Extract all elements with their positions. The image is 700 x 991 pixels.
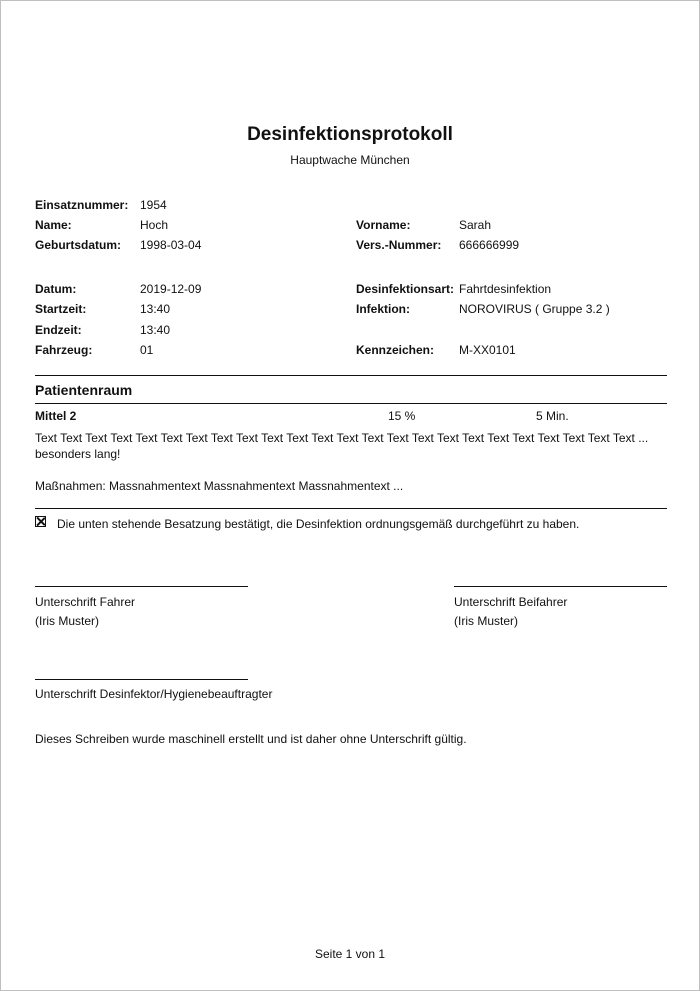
signature-line-fahrer <box>35 586 248 587</box>
desinfektionsart-label: Desinfektionsart: <box>356 282 455 296</box>
signature-line-desinfektor <box>35 679 248 680</box>
infektion-label: Infektion: <box>356 302 410 316</box>
section-divider-bottom <box>35 403 667 404</box>
kennzeichen-label: Kennzeichen: <box>356 343 435 357</box>
datum-label: Datum: <box>35 282 77 296</box>
einsatznummer-value: 1954 <box>140 198 167 212</box>
section-divider-confirmation <box>35 508 667 509</box>
endzeit-value: 13:40 <box>140 323 171 337</box>
endzeit-label: Endzeit: <box>35 323 82 337</box>
datum-value: 2019-12-09 <box>140 282 202 296</box>
document-title: Desinfektionsprotokoll <box>247 124 453 145</box>
section-heading-patientenraum: Patientenraum <box>35 382 133 398</box>
versnummer-label: Vers.-Nummer: <box>356 238 442 252</box>
desinfektionsart-value: Fahrtdesinfektion <box>459 282 552 296</box>
vorname-label: Vorname: <box>356 218 411 232</box>
signature-name-fahrer: (Iris Muster) <box>35 614 99 628</box>
geburtsdatum-label: Geburtsdatum: <box>35 238 122 252</box>
fahrzeug-label: Fahrzeug: <box>35 343 93 357</box>
startzeit-value: 13:40 <box>140 302 171 316</box>
document-subtitle: Hauptwache München <box>290 153 410 167</box>
description-line-1: Text Text Text Text Text Text Text Text Text Text Text Text Text Text Text Text Text Text Text Text Text Text Text Text ... <box>35 431 649 445</box>
section-divider-top <box>35 375 667 376</box>
mittel-name: Mittel 2 <box>35 409 77 423</box>
mittel-konzentration: 15 % <box>388 409 416 423</box>
signature-label-fahrer: Unterschrift Fahrer <box>35 595 136 609</box>
massnahmen-text: Maßnahmen: Massnahmentext Massnahmentext Massnahmentext ... <box>35 479 404 493</box>
einsatznummer-label: Einsatznummer: <box>35 198 129 212</box>
geburtsdatum-value: 1998-03-04 <box>140 238 202 252</box>
infektion-value: NOROVIRUS ( Gruppe 3.2 ) <box>459 302 610 316</box>
confirmation-text: Die unten stehende Besatzung bestätigt, die Desinfektion ordnungsgemäß durchgeführt zu haben. <box>57 517 580 531</box>
mittel-einwirkzeit: 5 Min. <box>536 409 569 423</box>
name-value: Hoch <box>140 218 169 232</box>
machine-generated-note: Dieses Schreiben wurde maschinell erstellt und ist daher ohne Unterschrift gültig. <box>35 732 467 746</box>
fahrzeug-value: 01 <box>140 343 154 357</box>
confirmation-checkbox <box>35 516 46 527</box>
signature-label-desinfektor: Unterschrift Desinfektor/Hygienebeauftragter <box>35 687 273 701</box>
page-number: Seite 1 von 1 <box>314 947 386 961</box>
vorname-value: Sarah <box>459 218 492 232</box>
signature-label-beifahrer: Unterschrift Beifahrer <box>454 595 568 609</box>
kennzeichen-value: M-XX0101 <box>459 343 516 357</box>
signature-line-beifahrer <box>454 586 667 587</box>
versnummer-value: 666666999 <box>459 238 520 252</box>
signature-name-beifahrer: (Iris Muster) <box>454 614 518 628</box>
name-label: Name: <box>35 218 72 232</box>
startzeit-label: Startzeit: <box>35 302 87 316</box>
description-line-2: besonders lang! <box>35 447 121 461</box>
